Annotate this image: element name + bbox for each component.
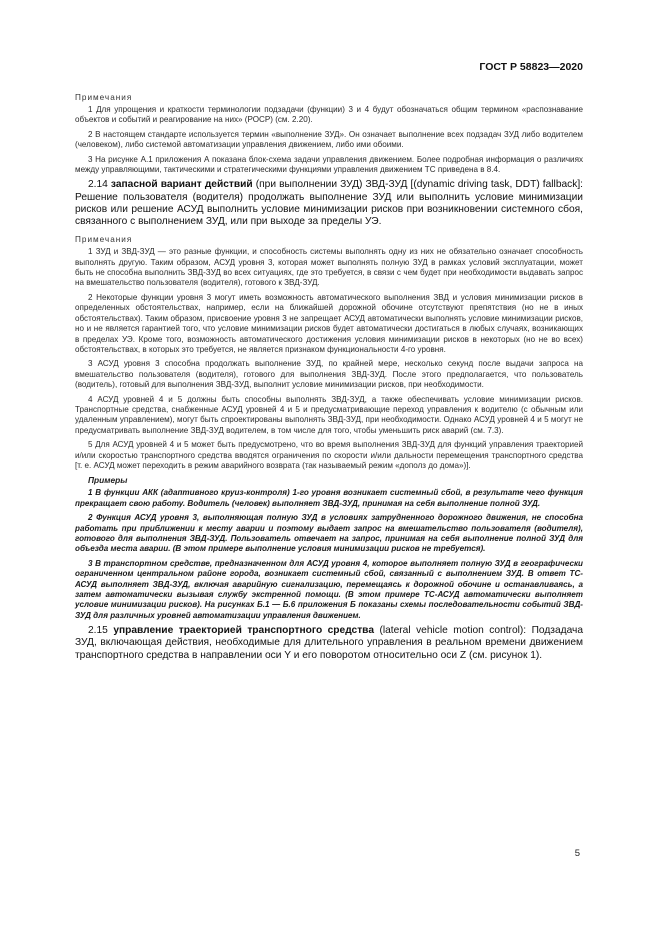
notes-heading: Примечания [75,235,133,245]
term-body: (lateral vehicle motion control): Подзадача ЗУД, включающая действия, необходимые для длительного управления в реальном времени движением транспортного средства в направлении оси Y и его поворотом относительно оси Z (см. рисунок 1). [75,625,583,661]
note-paragraph: 1 Для упрощения и краткости терминологии подзадачи (функции) 3 и 4 будут обозначаться общим термином «распознавание объектов и событий и реагирование на них» (РОСР) (см. 2.20). [75,105,583,125]
note-paragraph: 2 В настоящем стандарте используется термин «выполнение ЗУД». Он означает выполнение всех подзадач ЗУД либо водителем (человеком), либо системой автоматизации управления движением, либо ими обоими. [75,129,583,150]
note-paragraph: 5 Для АСУД уровней 4 и 5 может быть предусмотрено, что во время выполнения ЗВД-ЗУД для функций управления траекторией и/или скоростью транспортного средства вводятся ограничения по скорости и/или дальности перемещения транспортного средства [т. е. АСУД может переходить в режим аварийного возврата (так называемый режим «дополз до дома»)]. [75,440,583,470]
notes-heading: Примечания [75,93,133,102]
note-paragraph: 3 На рисунке А.1 приложения А показана блок-схема задачи управления движением. Более подробная информация о различиях между управляющими, тактическими и стратегическими функциями управления движением ТС приведена в 8.4. [75,154,583,175]
note-paragraph: 4 АСУД уровней 4 и 5 должны быть способны выполнять ЗВД-ЗУД, а также обеспечивать условие минимизации рисков. Транспортные средства, снабженные АСУД уровней 4 и 5 и предусматривающие переход управления к водителю (с обычным или удаленным управлением), могут быть спроектированы выполнять ЗВД-ЗУД, при необходимости. Однако АСУД уровней 4 и 5 могут не предусматривать выполнение ЗВД-ЗУД водителем, в том числе для того, чтобы уменьшить риск аварий (см. 7.3). [75,394,583,435]
document-header: ГОСТ Р 58823—2020 [479,61,583,73]
examples-heading: Примеры [88,475,128,486]
page-content [75,92,583,668]
note-paragraph: 3 АСУД уровня 3 способна продолжать выполнение ЗУД, по крайней мере, несколько секунд после выдачи запроса на вмешательство пользователя (водителя), готового для выполнения ЗВД-ЗУД. После этого предполагается, что пользователь (водитель), готовый для выполнения ЗВД-ЗУД, выполнит условие минимизации рисков, при необходимости. [75,359,583,390]
example-paragraph: 2 Функция АСУД уровня 3, выполняющая полную ЗУД в условиях затрудненного дорожного движения, не способна работать при приближении к месту аварии и поэтому выдает запрос на вмешательство пользователя (водителя), готового для выполнения ЗВД-ЗУД. Пользователь отвечает на запрос, принимая на себя выполнение полной ЗУД для объезда места аварии. (В этом примере выполнение условия минимизации рисков не требуется). [75,513,583,554]
note-paragraph: 1 ЗУД и ЗВД-ЗУД — это разные функции, и способность системы выполнять одну из них не обязательно означает способность выполнять другую. Таким образом, АСУД уровня 3, которая может выполнять полную ЗУД в рамках условий эксплуатации, может быть не способна выполнить ЗВД-ЗУД во всех ситуациях, где это требуется, в связи с чем будет при необходимости выдавать запрос на вмешательство пользователя (водителя), готового к ЗВД-ЗУД. [75,247,583,288]
term-definition-2-15 [75,625,583,662]
note-paragraph: 2 Некоторые функции уровня 3 могут иметь возможность автоматического выполнения ЗВД и условия минимизации рисков в определенных обстоятельствах, например, если на ближайшей дорожной обочине отсутствуют препятствия (но не в иных обстоятельствах). Таким образом, присвоение уровня 3 не запрещает АСУД автоматически выполнять условие минимизации рисков, но и не является гарантией того, что условие минимизации рисков будет автоматически достигаться в любых случаях, возникающих в пределах УЭ. Кроме того, возможность автоматического достижения условия минимизации рисков в некоторых (но не во всех) обстоятельствах, в которых это требуется, не является признаком функциональности 4-го уровня. [75,292,583,354]
term-number: 2.14 [88,179,108,191]
term-number: 2.15 [88,625,108,637]
term-definition-2-14 [75,179,583,228]
page-number: 5 [574,848,580,859]
term-title: запасной вариант действий [110,179,253,191]
example-paragraph: 1 В функции АКК (адаптивного круиз-контроля) 1-го уровня возникает системный сбой, в результате чего функция прекращает свою работу. Водитель (человек) выполняет ЗВД-ЗУД, принимая на себя выполнение полной ЗУД. [75,488,583,508]
term-body: (при выполнении ЗУД) ЗВД-ЗУД [(dynamic driving task, DDT) fallback]: Решение пользователя (водителя) продолжать выполнение ЗУД или выполнить условие минимизации рисков или решение АСУД выполнить условие минимизации рисков при возникновении системного сбоя, связанного с выполнением ЗУД, или при выходе за пределы УЭ. [75,179,583,228]
term-title: управление траекторией транспортного средства [113,625,374,637]
example-paragraph: 3 В транспортном средстве, предназначенном для АСУД уровня 4, которое выполняет полную ЗУД в географически ограниченном центральном районе города, возникает системный сбой, связанный с выполнением ЗУД. В ответ ТС-АСУД выполняет ЗВД-ЗУД, включая аварийную сигнализацию, перемещаясь к дорожной обочине и останавливаясь, а затем автоматически вызывая службу экстренной помощи. (В этом примере ТС-АСУД автоматически выполняет условие минимизации рисков). На рисунках Б.1 — Б.6 приложения Б показаны схемы последовательности событий ЗВД-ЗУД для различных уровней автоматизации управления движением. [75,558,583,620]
